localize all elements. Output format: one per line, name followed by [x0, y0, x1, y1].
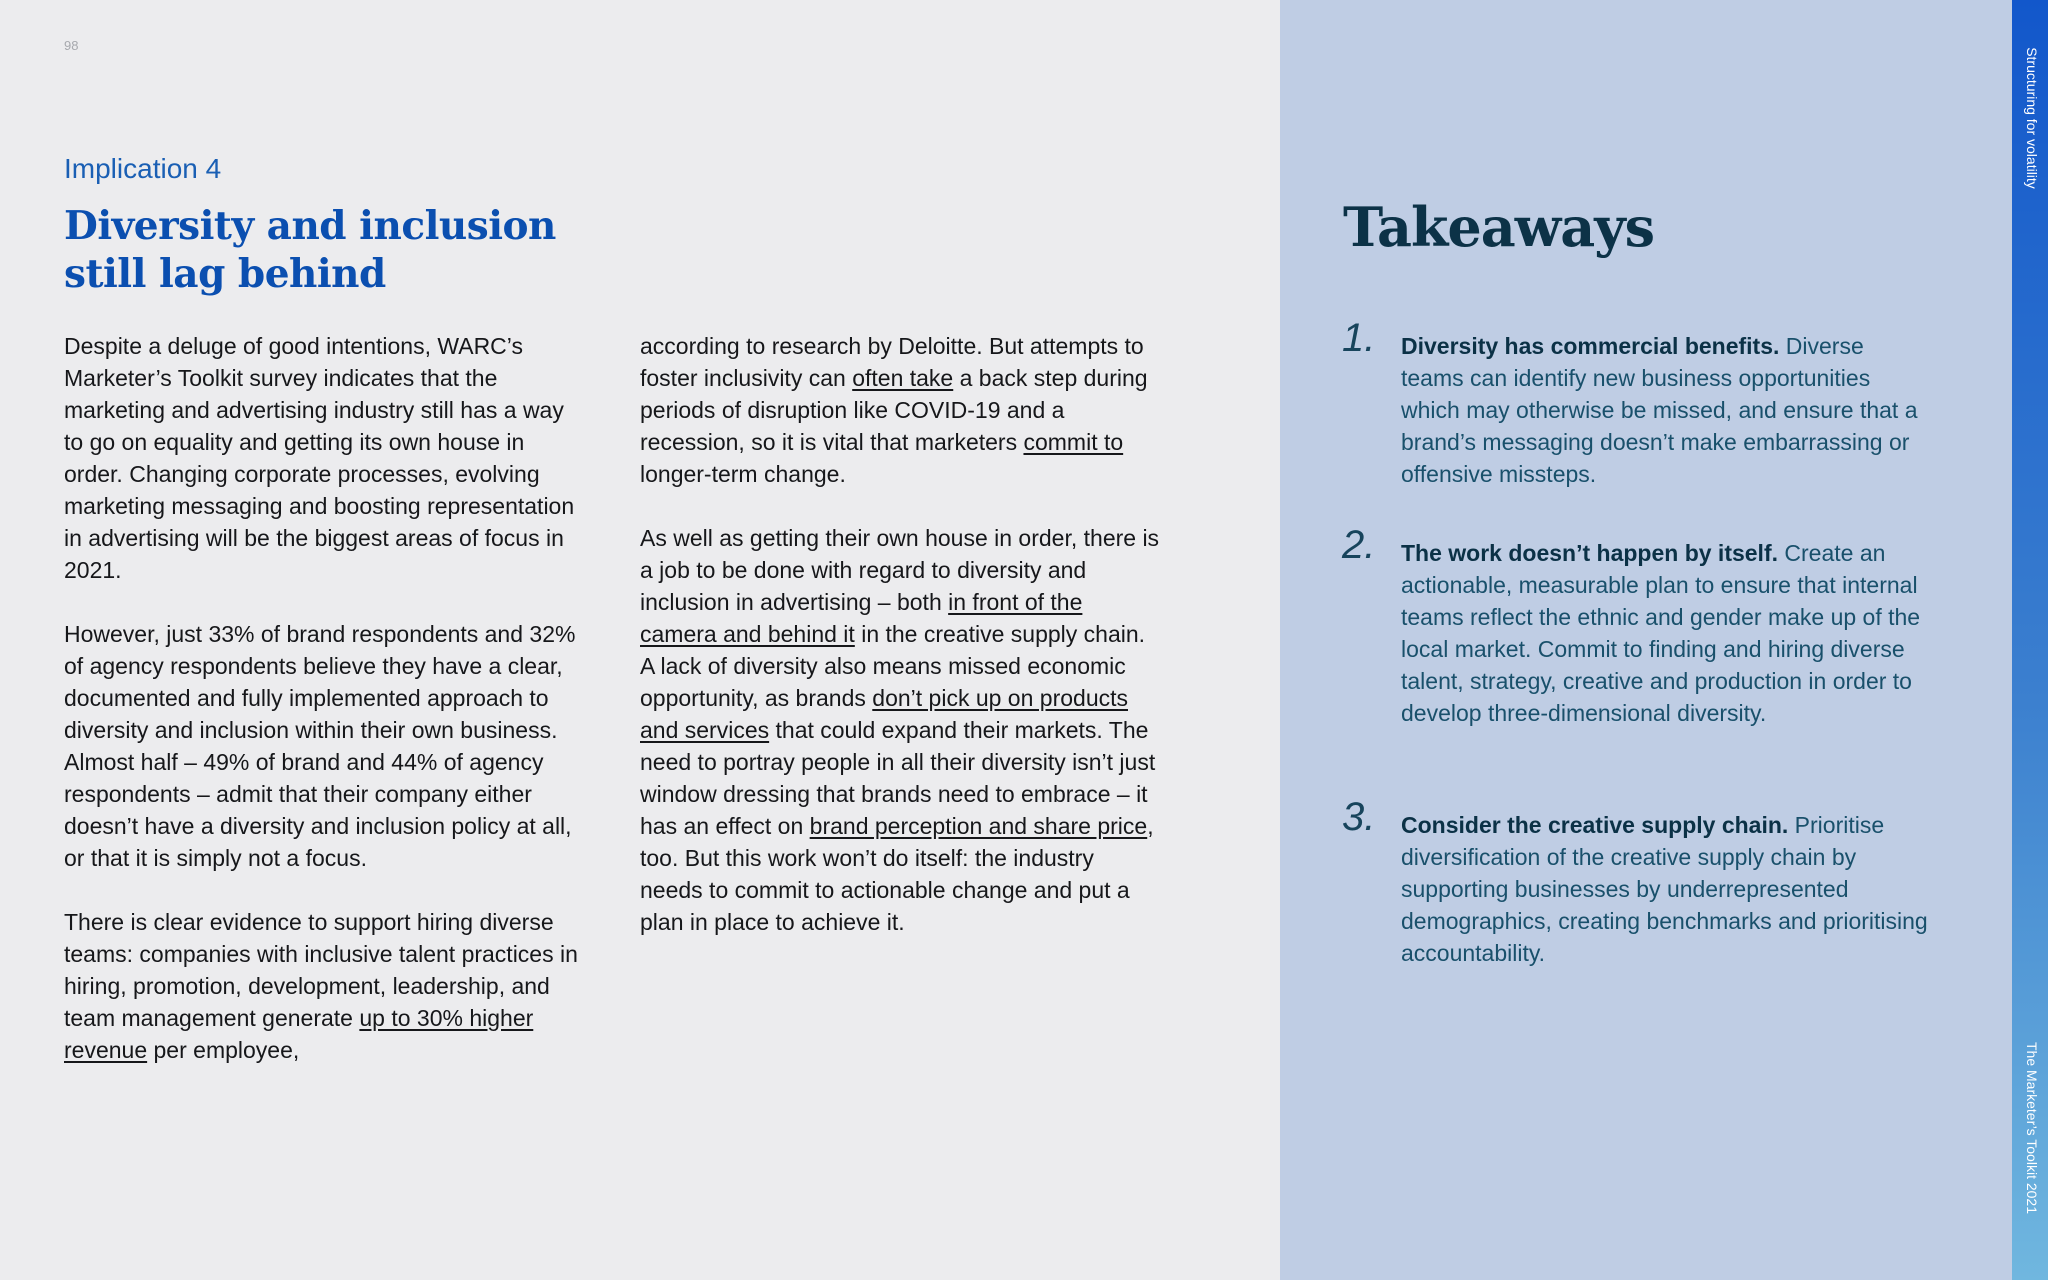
paragraph-evidence	[64, 906, 584, 1066]
paragraph-text: in the creative supply chain. A lack of diversity also means missed economic opportunity, as brands	[640, 621, 1146, 711]
takeaway-number: 1.	[1342, 316, 1376, 360]
paragraph-deloitte	[640, 330, 1160, 490]
takeaway-body: Diverse teams can identify new business opportunities which may otherwise be missed, and ensure that a brand’s messaging doesn’t make embarrassing or offensive missteps.	[1401, 333, 1918, 487]
paragraph-text: a back step during periods of disruption like COVID-19 and a recession, so it is vital that marketers	[640, 365, 1148, 455]
link-higher-revenue[interactable]: up to 30% higher revenue	[64, 1005, 534, 1063]
implication-label: Implication 4	[64, 153, 222, 184]
takeaway-heading: Diversity has commercial benefits.	[1401, 333, 1780, 359]
link-often-take[interactable]: often take	[852, 365, 954, 391]
takeaways-title: Takeaways	[1343, 195, 1655, 259]
paragraph-text: There is clear evidence to support hiring diverse teams: companies with inclusive talent practices in hiring, promotion, development, leadership, and team management generate	[64, 909, 578, 1031]
takeaway-text	[1401, 537, 1931, 729]
paragraph-text: that could expand their markets. The need to portray people in all their diversity isn’t just window dressing that brands need to embrace – it has an effect on	[640, 717, 1156, 839]
page-title-line-1: Diversity and inclusion	[64, 203, 556, 249]
paragraph-text: according to research by Deloitte. But attempts to foster inclusivity can	[640, 333, 1144, 391]
publication-label: The Marketer’s Toolkit 2021	[2024, 1042, 2040, 1214]
paragraph-text: per employee,	[147, 1037, 300, 1063]
takeaway-number: 3.	[1342, 795, 1376, 839]
paragraph-text: longer-term change.	[640, 461, 846, 487]
takeaways-panel	[1280, 0, 2012, 1280]
body-column-right	[640, 330, 1160, 970]
paragraph-advertising	[640, 522, 1160, 938]
link-brand-perception[interactable]: brand perception and share price	[809, 813, 1148, 839]
link-products-services[interactable]: don’t pick up on products and services	[640, 685, 1128, 743]
page-title-line-2: still lag behind	[64, 251, 386, 297]
takeaway-number: 2.	[1342, 523, 1376, 567]
takeaway-text	[1401, 330, 1931, 490]
takeaway-heading: Consider the creative supply chain.	[1401, 812, 1789, 838]
section-sidebar	[2012, 0, 2048, 1280]
paragraph-text: As well as getting their own house in order, there is a job to be done with regard to diversity and inclusion in advertising – both	[640, 525, 1160, 615]
takeaway-text	[1401, 809, 1931, 969]
takeaway-body: Create an actionable, measurable plan to ensure that internal teams reflect the ethnic and gender make up of the local market. Commit to finding and hiring diverse talent, strategy, creative and production in order to develop three-dimensional diversity.	[1401, 540, 1921, 726]
page-title	[64, 202, 556, 298]
paragraph-text: , too. But this work won’t do itself: the industry needs to commit to actionable change and put a plan in place to achieve it.	[640, 813, 1154, 935]
link-commit-to[interactable]: commit to	[1023, 429, 1124, 455]
paragraph-intro: Despite a deluge of good intentions, WARC’s Marketer’s Toolkit survey indicates that the marketing and advertising industry still has a way to go on equality and getting its own house in order. Changing corporate processes, evolving marketing messaging and boosting representation in advertising will be the biggest areas of focus in 2021.	[64, 333, 575, 583]
link-camera[interactable]: in front of the camera and behind it	[640, 589, 1083, 647]
paragraph-survey-stats: However, just 33% of brand respondents and 32% of agency respondents believe they have a clear, documented and fully implemented approach to diversity and inclusion within their own business. Almost half – 49% of brand and 44% of agency respondents – admit that their company either doesn’t have a diversity and inclusion policy at all, or that it is simply not a focus.	[64, 621, 576, 871]
takeaway-heading: The work doesn’t happen by itself.	[1401, 540, 1778, 566]
section-label: Structuring for volatility	[2024, 47, 2040, 189]
body-column-left	[64, 330, 584, 1098]
takeaway-body: Prioritise diversification of the creative supply chain by supporting businesses by underrepresented demographics, creating benchmarks and prioritising accountability.	[1401, 812, 1928, 966]
page-number: 98	[64, 38, 79, 53]
